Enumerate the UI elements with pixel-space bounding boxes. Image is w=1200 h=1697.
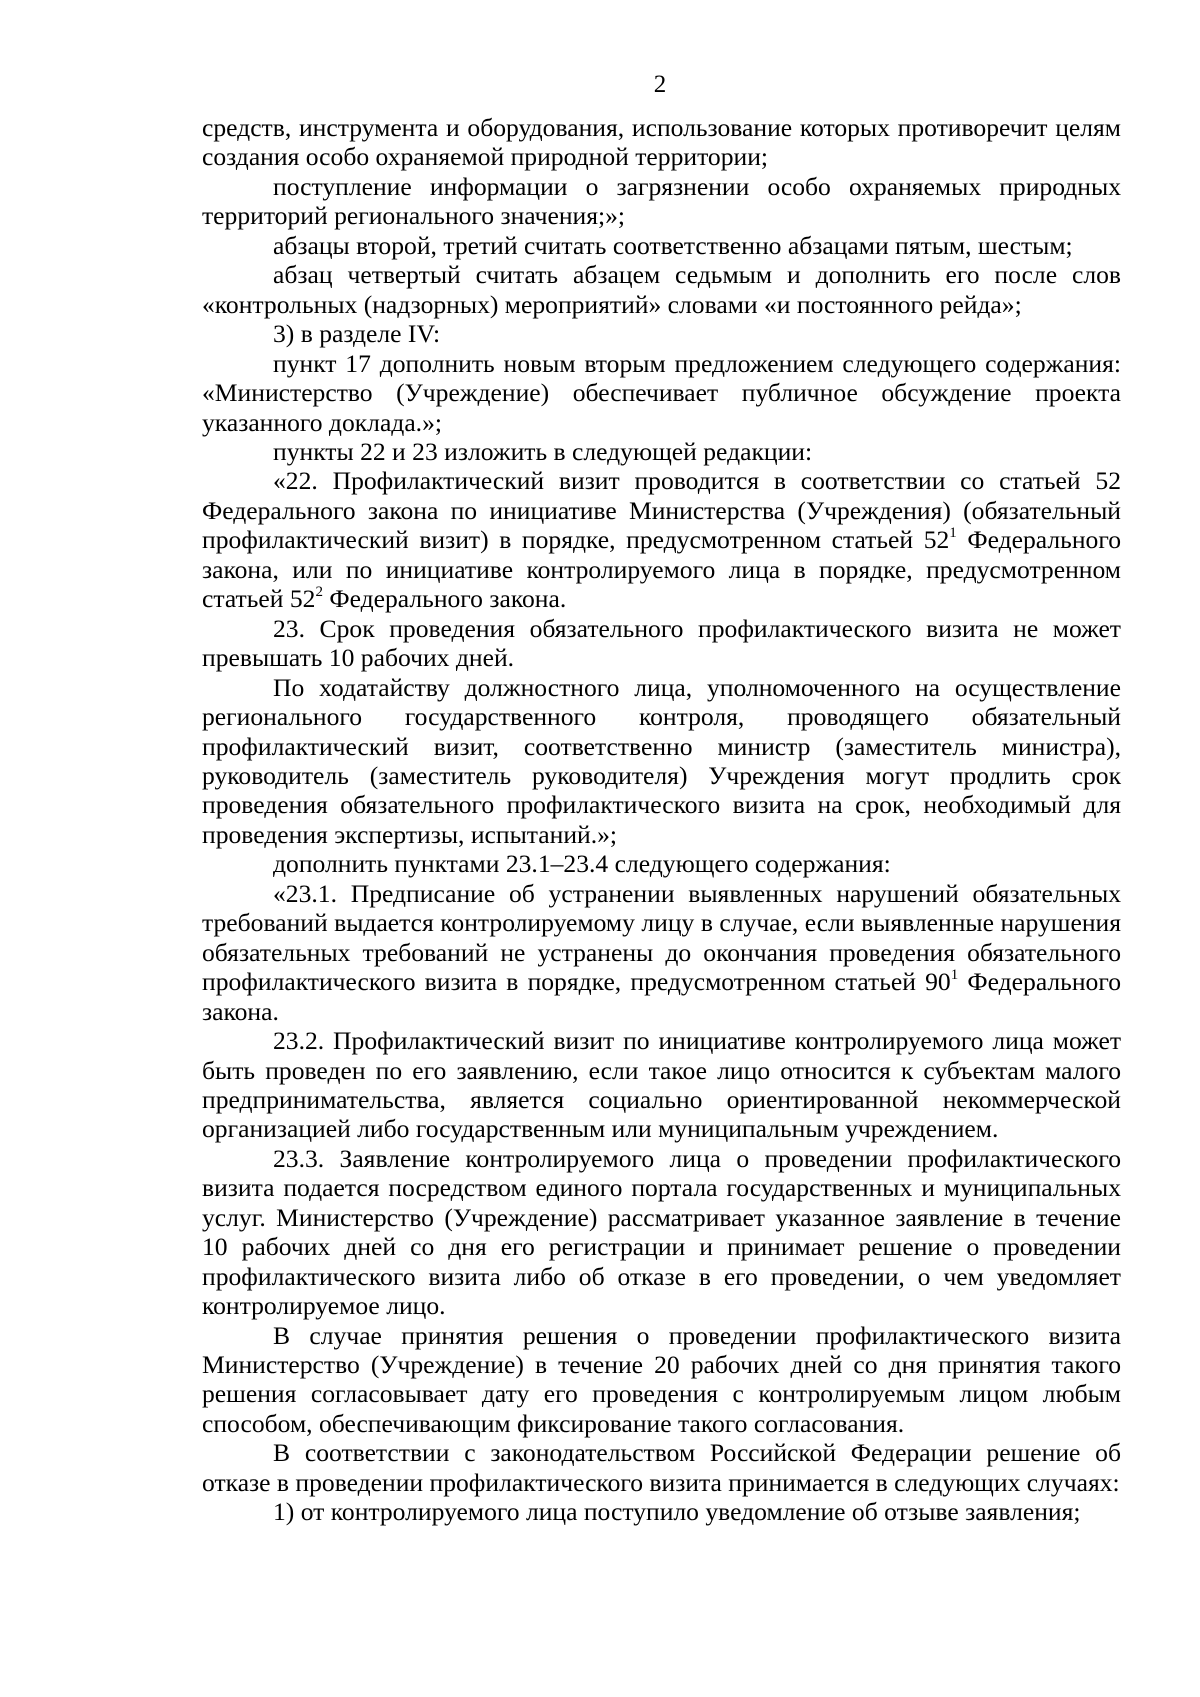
paragraph: пункты 22 и 23 изложить в следующей редакции: [273,436,813,466]
paragraph: абзацы второй, третий считать соответственно абзацами пятым, шестым; [273,230,1073,260]
paragraph: По ходатайству должностного лица, уполномоченного на осуществление регионального государственного контроля, проводящего обязательный профилактический визит, соответственно министр (заместитель министра), руководитель (заместитель руководителя) Учреждения могут продлить срок проведения обязательного профилактического визита на срок, необходимый для проведения экспертизы, испытаний.»; [202,672,1121,849]
paragraph: 3) в разделе IV: [273,319,441,349]
paragraph-23-1-text-a: «23.1. Предписание об устранении выявленных нарушений обязательных требований выдается контролируемому лицу в случае, если выявленные нарушения обязательных требований не устранены до окончания проведения обязательного профилактического визита в порядке, предусмотренном статьей 90 [202,878,1121,997]
paragraph-22-text-c: Федерального закона. [322,584,567,614]
superscript: 1 [949,525,957,542]
paragraph: 23.3. Заявление контролируемого лица о проведении профилактического визита подается посредством единого портала государственных и муниципальных услуг. Министерство (Учреждение) рассматривает указанное заявление в течение 10 рабочих дней со дня его регистрации и принимает решение о проведении профилактического визита либо об отказе в его проведении, о чем уведомляет контролируемое лицо. [202,1143,1121,1321]
paragraph: В случае принятия решения о проведении профилактического визита Министерство (Учреждение) в течение 20 рабочих дней со дня принятия такого решения согласовывает дату его проведения с контролируемым лицом любым способом, обеспечивающим фиксирование такого согласования. [202,1320,1121,1438]
paragraph: 1) от контролируемого лица поступило уведомление об отзыве заявления; [273,1497,1081,1527]
paragraph-23-1-text-b: Федерального закона. [202,967,1121,1026]
paragraph: В соответствии с законодательством Российской Федерации решение об отказе в проведении профилактического визита принимается в следующих случаях: [202,1438,1121,1497]
paragraph-22-text-b: Федерального закона, или по инициативе контролируемого лица в порядке, предусмотренном статьей 52 [202,525,1121,614]
paragraph-22-text-a: «22. Профилактический визит проводится в соответствии со статьей 52 Федерального закона по инициативе Министерства (Учреждения) (обязательный профилактический визит) в порядке, предусмотренном статьей 52 [202,466,1121,555]
paragraph: пункт 17 дополнить новым вторым предложением следующего содержания: «Министерство (Учреждение) обеспечивает публичное обсуждение проекта указанного доклада.»; [202,348,1121,437]
paragraph: поступление информации о загрязнении особо охраняемых природных территорий регионального значения;»; [202,171,1121,231]
paragraph: дополнить пунктами 23.1–23.4 следующего содержания: [273,849,891,879]
paragraph: 23. Срок проведения обязательного профилактического визита не может превышать 10 рабочих дней. [202,613,1121,673]
superscript: 1 [950,967,959,984]
paragraph: 23.2. Профилактический визит по инициативе контролируемого лица может быть проведен по его заявлению, если такое лицо относится к субъектам малого предпринимательства, является социально ориентированной некоммерческой организацией либо государственным или муниципальным учреждением. [202,1026,1121,1144]
document-body [202,113,1121,1527]
paragraph-23-1 [202,879,1121,1026]
paragraph: средств, инструмента и оборудования, использование которых противоречит целям создания особо охраняемой природной территории; [202,113,1121,172]
page-number: 2 [653,71,667,98]
superscript: 2 [315,584,323,601]
paragraph: абзац четвертый считать абзацем седьмым и дополнить его после слов «контрольных (надзорных) мероприятий» словами «и постоянного рейда»; [202,260,1121,319]
paragraph-22 [202,466,1121,613]
